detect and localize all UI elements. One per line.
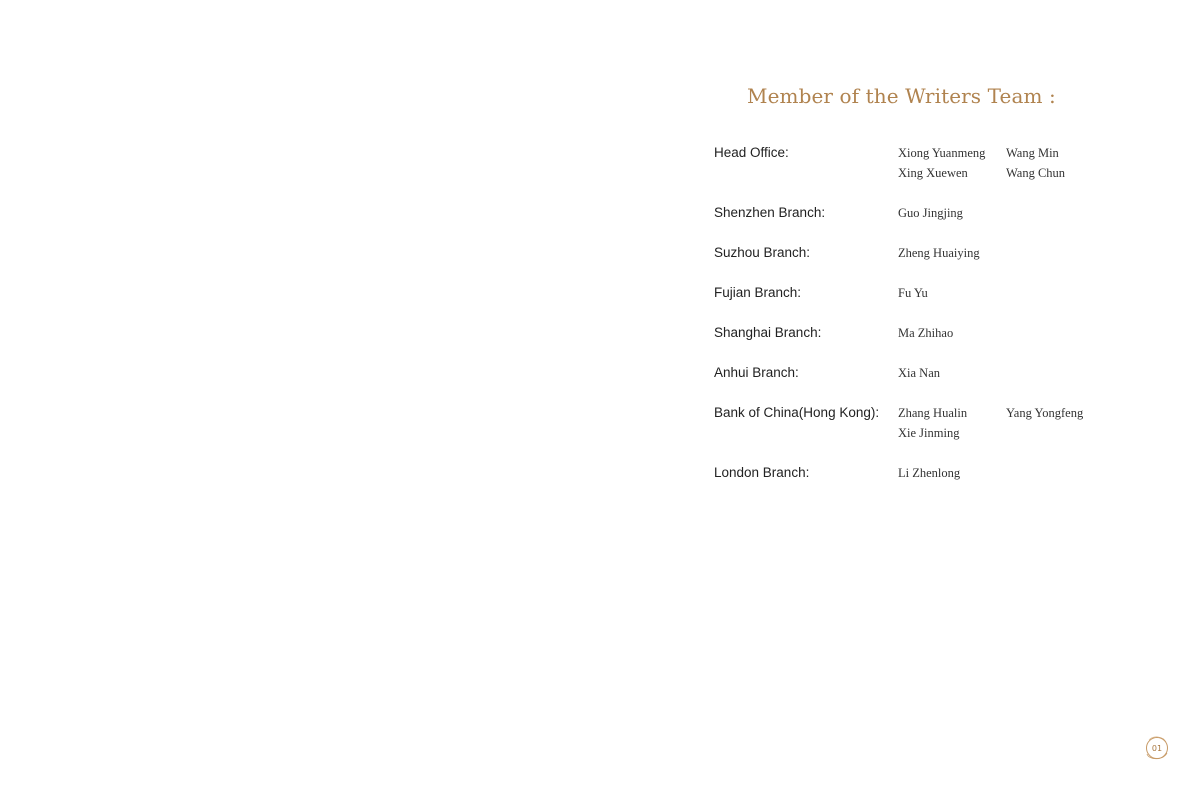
member-name: Ma Zhihao — [898, 326, 954, 340]
member-list — [898, 243, 1134, 263]
member-list — [898, 363, 1134, 383]
member-name: Zheng Huaiying — [898, 246, 980, 260]
member-name: Wang Min — [1006, 146, 1059, 160]
member-name: Yang Yongfeng — [1006, 406, 1084, 420]
member-name: Fu Yu — [898, 286, 928, 300]
member-name: Zhang Hualin — [898, 406, 968, 420]
member-list — [898, 283, 1134, 303]
page-number-badge: 01 — [1146, 737, 1168, 759]
member-name: Wang Chun — [1006, 166, 1066, 180]
member-name: Guo Jingjing — [898, 206, 963, 220]
member-name: Xia Nan — [898, 366, 940, 380]
member-name: Xing Xuewen — [898, 166, 968, 180]
member-list — [898, 143, 1134, 183]
member-list — [898, 463, 1134, 483]
member-name: Li Zhenlong — [898, 466, 961, 480]
member-name: Xie Jinming — [898, 426, 960, 440]
department-label: Suzhou Branch: — [714, 245, 811, 260]
department-label: Shanghai Branch: — [714, 325, 822, 340]
member-list — [898, 323, 1134, 343]
member-list — [898, 203, 1134, 223]
department-label: Head Office: — [714, 145, 789, 160]
member-name: Xiong Yuanmeng — [898, 146, 986, 160]
page-title: Member of the Writers Team : — [747, 84, 1056, 108]
department-label: Fujian Branch: — [714, 285, 802, 300]
department-label: Anhui Branch: — [714, 365, 799, 380]
department-label: Bank of China(Hong Kong): — [714, 405, 880, 420]
member-list — [898, 403, 1134, 443]
department-label: Shenzhen Branch: — [714, 205, 826, 220]
department-label: London Branch: — [714, 465, 810, 480]
